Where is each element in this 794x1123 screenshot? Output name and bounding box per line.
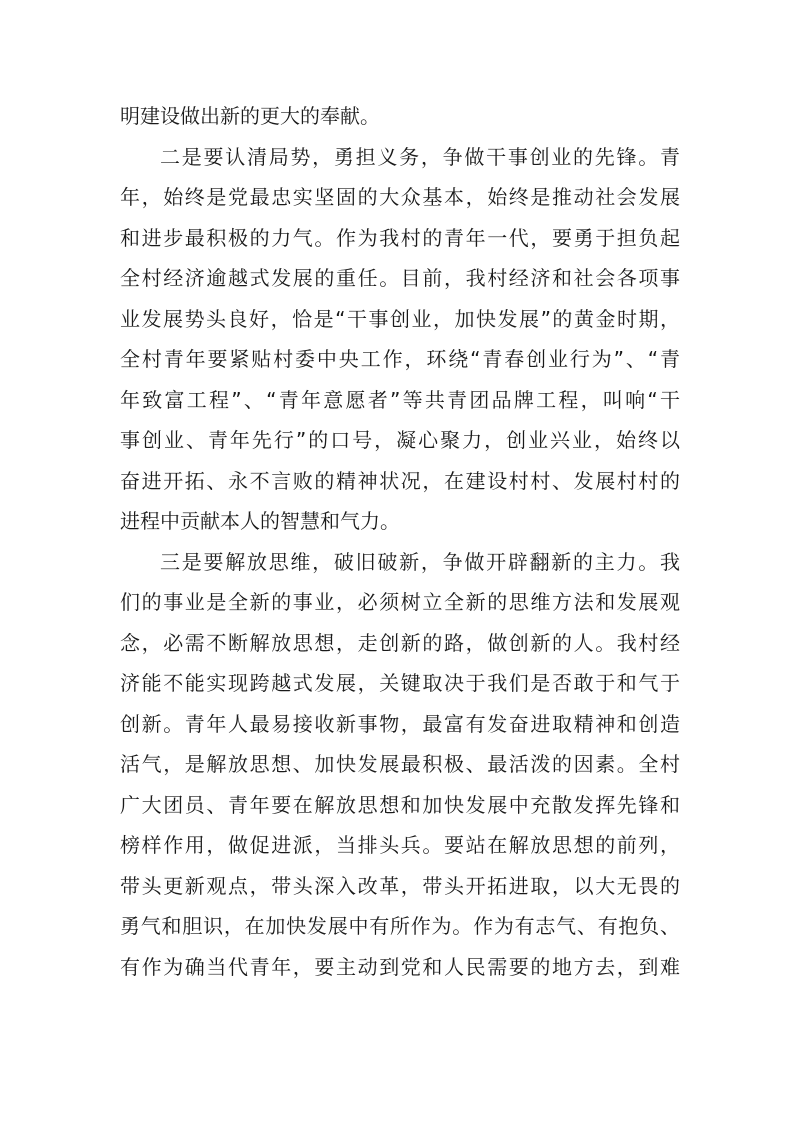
text-line: 奋进开拓、永不言败的精神状况，在建设村村、发展村村的 <box>120 468 680 493</box>
text-line: 明建设做出新的更大的奉献。 <box>120 104 380 128</box>
text-line: 活气，是解放思想、加快发展最积极、最活泼的因素。全村 <box>120 752 680 776</box>
paragraph-first-line: 二是要认清局势，勇担义务，争做干事创业的先锋。青 <box>160 144 680 169</box>
text-line: 创新。青年人最易接收新事物，最富有发奋进取精神和创造 <box>120 711 680 736</box>
body-text <box>120 96 680 987</box>
text-line: 有作为确当代青年，要主动到党和人民需要的地方去，到难 <box>120 954 680 979</box>
text-line: 和进步最积极的力气。作为我村的青年一代，要勇于担负起 <box>120 225 680 250</box>
text-line: 年，始终是党最忠实坚固的大众基本，始终是推动社会发展 <box>120 185 680 209</box>
text-line: 念，必需不断解放思想，走创新的路，做创新的人。我村经 <box>120 630 680 655</box>
text-line: 进程中贡献本人的智慧和气力。 <box>120 509 400 533</box>
text-line: 带头更新观点，带头深入改革，带头开拓进取，以大无畏的 <box>120 873 680 898</box>
text-line: 榜样作用，做促进派，当排头兵。要站在解放思想的前列， <box>120 833 680 857</box>
text-line: 们的事业是全新的事业，必须树立全新的思维方法和发展观 <box>120 590 680 614</box>
text-line: 济能不能实现跨越式发展，关键取决于我们是否敢于和气于 <box>120 671 680 695</box>
text-line: 业发展势头良好，恰是“干事创业，加快发展”的黄金时期， <box>120 306 680 331</box>
text-line: 广大团员、青年要在解放思想和加快发展中充散发挥先锋和 <box>120 792 680 817</box>
text-line: 事创业、青年先行”的口号，凝心聚力，创业兴业，始终以 <box>120 428 680 452</box>
text-line: 全村青年要紧贴村委中央工作，环绕“青春创业行为”、“青 <box>120 347 680 371</box>
text-line: 勇气和胆识，在加快发展中有所作为。作为有志气、有抱负、 <box>120 914 680 938</box>
paragraph-first-line: 三是要解放思维，破旧破新，争做开辟翻新的主力。我 <box>160 549 680 574</box>
text-line: 年致富工程”、“青年意愿者”等共青团品牌工程，叫响“干 <box>120 387 680 412</box>
text-line: 全村经济逾越式发展的重任。目前，我村经济和社会各项事 <box>120 266 680 290</box>
